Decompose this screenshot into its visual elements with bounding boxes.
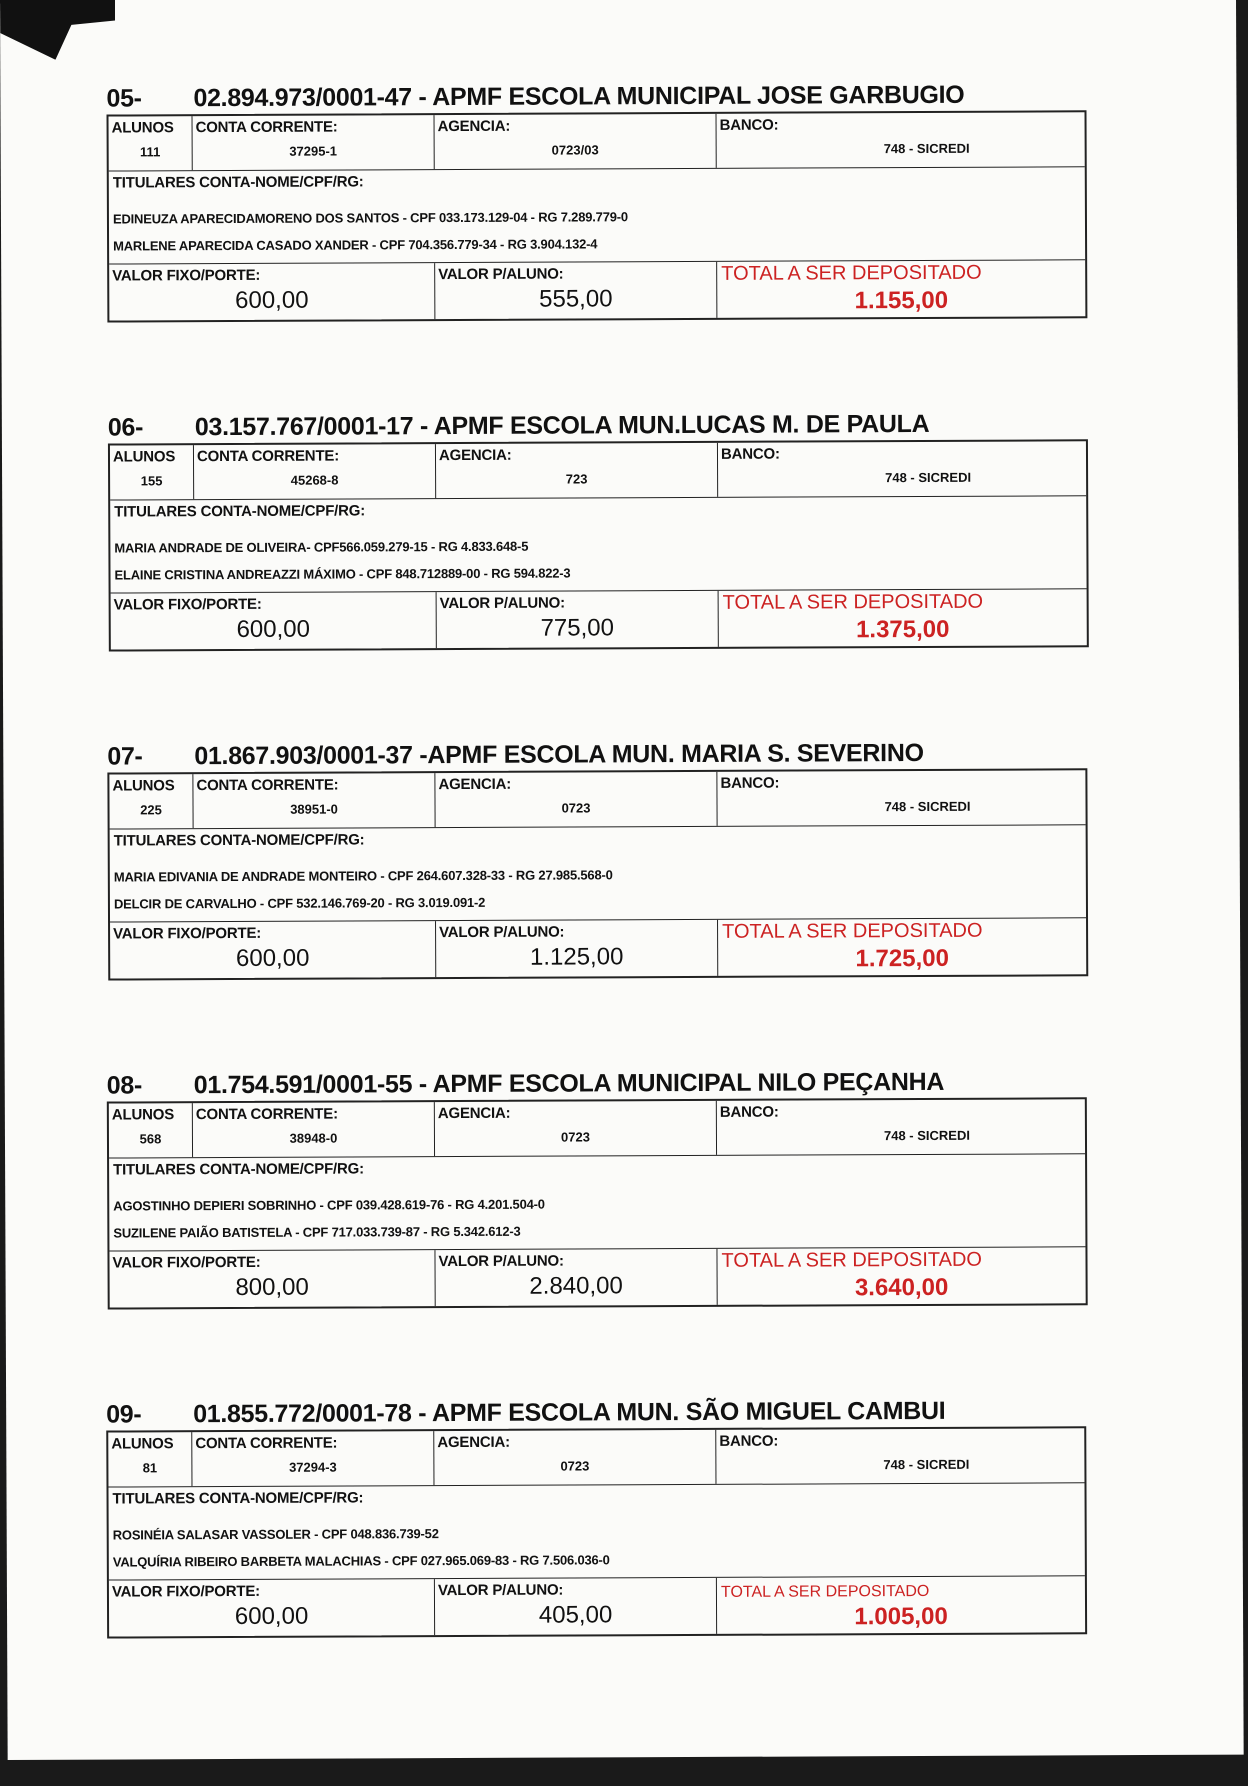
school-section <box>108 408 1089 651</box>
alunos-cell <box>109 1103 193 1157</box>
conta-label: CONTA CORRENTE: <box>195 118 338 137</box>
valor-fixo-value: 600,00 <box>235 944 310 972</box>
total-value: 1.155,00 <box>854 286 949 315</box>
total-cell <box>719 589 1087 647</box>
scan-artifact <box>0 0 115 60</box>
valor-fixo-value: 800,00 <box>235 1273 309 1301</box>
section-number: 05- <box>106 84 142 113</box>
valor-aluno-cell <box>435 1578 717 1635</box>
banco-label: BANCO: <box>720 774 780 792</box>
account-table <box>108 439 1089 651</box>
valor-aluno-cell <box>435 262 717 319</box>
valor-aluno-cell <box>436 920 718 977</box>
valor-fixo-value: 600,00 <box>236 615 311 643</box>
agencia-cell <box>436 443 718 498</box>
agencia-value: 0723/03 <box>551 142 599 158</box>
conta-value: 37295-1 <box>289 143 338 159</box>
conta-cell <box>192 1431 434 1486</box>
titulares-label: TITULARES CONTA-NOME/CPF/RG: <box>113 1160 364 1179</box>
values-row <box>109 1247 1085 1307</box>
titular-1: EDINEUZA APARECIDAMORENO DOS SANTOS - CPF 033.173.129-04 - RG 7.289.779-0 <box>112 209 628 227</box>
valor-fixo-cell <box>109 1579 435 1636</box>
section-heading: 03.157.767/0001-17 - APMF ESCOLA MUN.LUCAS M. DE PAULA <box>194 409 930 442</box>
valor-fixo-cell <box>111 592 437 649</box>
alunos-value: 225 <box>140 802 162 818</box>
values-row <box>110 918 1086 978</box>
banco-value: 748 - SICREDI <box>883 140 970 157</box>
conta-value: 38951-0 <box>290 801 338 817</box>
section-title <box>106 1395 1086 1430</box>
agencia-label: AGENCIA: <box>438 446 512 465</box>
conta-label: CONTA CORRENTE: <box>195 1434 338 1453</box>
titular-1: ROSINÉIA SALASAR VASSOLER - CPF 048.836.739-52 <box>112 1526 439 1543</box>
section-number: 06- <box>107 413 144 442</box>
valor-fixo-label: VALOR FIXO/PORTE: <box>113 924 262 943</box>
section-title <box>108 408 1088 443</box>
alunos-value: 81 <box>142 1460 158 1476</box>
conta-cell <box>193 115 435 170</box>
titulares-cell <box>110 825 1086 921</box>
titular-2: SUZILENE PAIÃO BATISTELA - CPF 717.033.739-87 - RG 5.342.612-3 <box>113 1223 521 1241</box>
section-title <box>106 79 1086 114</box>
valor-aluno-label: VALOR P/ALUNO: <box>439 594 565 613</box>
alunos-cell <box>109 116 193 170</box>
agencia-label: AGENCIA: <box>437 117 511 136</box>
agencia-cell <box>435 1101 717 1156</box>
valor-aluno-label: VALOR P/ALUNO: <box>437 1581 564 1600</box>
valor-aluno-cell <box>435 1249 717 1306</box>
valor-aluno-value: 2.840,00 <box>529 1272 623 1300</box>
titular-1: AGOSTINHO DEPIERI SOBRINHO - CPF 039.428.619-76 - RG 4.201.504-0 <box>113 1196 545 1214</box>
banco-label: BANCO: <box>720 445 780 463</box>
banco-cell <box>716 1428 1084 1484</box>
agencia-label: AGENCIA: <box>438 775 512 794</box>
total-value: 1.725,00 <box>855 944 949 973</box>
valor-aluno-value: 1.125,00 <box>529 943 624 971</box>
titulares-cell <box>109 167 1085 263</box>
alunos-label: ALUNOS <box>111 1106 175 1124</box>
conta-label: CONTA CORRENTE: <box>195 1105 338 1124</box>
school-section <box>107 1066 1088 1309</box>
section-title <box>107 1066 1087 1101</box>
titulares-row <box>110 496 1086 593</box>
conta-cell <box>193 1102 435 1157</box>
titulares-cell <box>110 496 1086 592</box>
total-label: TOTAL A SER DEPOSITADO <box>722 919 983 943</box>
total-cell <box>717 260 1085 318</box>
section-number: 09- <box>106 1400 142 1429</box>
agencia-cell <box>434 1430 716 1485</box>
titular-1: MARIA ANDRADE DE OLIVEIRA- CPF566.059.279-15 - RG 4.833.648-5 <box>114 538 529 556</box>
section-number: 08- <box>106 1071 143 1100</box>
section-number: 07- <box>107 742 143 771</box>
alunos-label: ALUNOS <box>112 448 176 466</box>
total-label: TOTAL A SER DEPOSITADO <box>720 1582 930 1601</box>
conta-cell <box>194 444 436 499</box>
alunos-label: ALUNOS <box>112 777 175 795</box>
total-label: TOTAL A SER DEPOSITADO <box>722 590 984 614</box>
valor-fixo-cell <box>110 921 436 978</box>
section-title <box>107 737 1087 772</box>
account-row <box>110 441 1086 500</box>
banco-cell <box>718 441 1086 497</box>
school-section <box>106 79 1087 322</box>
account-row <box>109 112 1085 171</box>
total-cell <box>718 918 1086 976</box>
valor-aluno-cell <box>437 591 719 648</box>
titulares-row <box>110 825 1086 922</box>
conta-value: 37294-3 <box>289 1459 337 1475</box>
titular-1: MARIA EDIVANIA DE ANDRADE MONTEIRO - CPF 264.607.328-33 - RG 27.985.568-0 <box>113 867 613 885</box>
total-value: 3.640,00 <box>854 1273 949 1302</box>
total-cell <box>717 1247 1085 1305</box>
titulares-label: TITULARES CONTA-NOME/CPF/RG: <box>114 502 366 521</box>
valor-fixo-cell <box>109 263 435 320</box>
titulares-label: TITULARES CONTA-NOME/CPF/RG: <box>113 831 365 850</box>
valor-aluno-value: 405,00 <box>538 1601 613 1629</box>
values-row <box>111 589 1087 649</box>
account-table <box>106 1426 1087 1638</box>
titulares-cell <box>109 1154 1085 1250</box>
agencia-label: AGENCIA: <box>437 1104 511 1123</box>
conta-label: CONTA CORRENTE: <box>196 776 339 795</box>
titulares-label: TITULARES CONTA-NOME/CPF/RG: <box>112 173 364 192</box>
banco-value: 748 - SICREDI <box>883 1456 970 1473</box>
values-row <box>109 260 1085 320</box>
valor-aluno-value: 775,00 <box>540 614 615 642</box>
total-value: 1.375,00 <box>855 615 950 644</box>
conta-value: 45268-8 <box>290 472 339 488</box>
banco-value: 748 - SICREDI <box>883 1127 970 1144</box>
banco-label: BANCO: <box>719 1432 779 1450</box>
alunos-label: ALUNOS <box>111 119 174 137</box>
section-heading: 02.894.973/0001-47 - APMF ESCOLA MUNICIPAL JOSE GARBUGIO <box>193 80 965 113</box>
agencia-value: 723 <box>565 471 588 487</box>
valor-fixo-value: 600,00 <box>234 1602 309 1630</box>
conta-cell <box>193 773 435 828</box>
valor-fixo-cell <box>109 1250 435 1307</box>
valor-aluno-label: VALOR P/ALUNO: <box>438 265 564 284</box>
titulares-cell <box>108 1483 1084 1579</box>
section-heading: 01.855.772/0001-78 - APMF ESCOLA MUN. SÃO MIGUEL CAMBUI <box>193 1396 946 1429</box>
banco-label: BANCO: <box>719 116 779 134</box>
alunos-value: 568 <box>139 1131 162 1147</box>
agencia-value: 0723 <box>560 1458 590 1474</box>
school-section <box>106 1395 1087 1638</box>
agencia-value: 0723 <box>560 1129 590 1145</box>
banco-value: 748 - SICREDI <box>885 469 972 486</box>
account-table <box>107 1097 1088 1309</box>
valor-fixo-label: VALOR FIXO/PORTE: <box>113 595 262 614</box>
valor-aluno-label: VALOR P/ALUNO: <box>438 1252 564 1271</box>
titulares-row <box>109 1154 1085 1251</box>
titular-2: VALQUÍRIA RIBEIRO BARBETA MALACHIAS - CPF 027.965.069-83 - RG 7.506.036-0 <box>112 1552 610 1570</box>
valor-fixo-value: 600,00 <box>235 286 309 314</box>
banco-cell <box>717 1099 1085 1155</box>
agencia-cell <box>435 114 717 169</box>
banco-cell <box>717 770 1085 826</box>
section-heading: 01.867.903/0001-37 -APMF ESCOLA MUN. MARIA S. SEVERINO <box>194 738 924 771</box>
section-heading: 01.754.591/0001-55 - APMF ESCOLA MUNICIPAL NILO PEÇANHA <box>193 1067 945 1100</box>
titulares-label: TITULARES CONTA-NOME/CPF/RG: <box>112 1489 364 1508</box>
alunos-label: ALUNOS <box>111 1435 174 1453</box>
total-cell <box>717 1576 1085 1634</box>
total-label: TOTAL A SER DEPOSITADO <box>721 1248 983 1272</box>
titular-2: ELAINE CRISTINA ANDREAZZI MÁXIMO - CPF 848.712889-00 - RG 594.822-3 <box>114 565 571 583</box>
alunos-value: 155 <box>140 473 163 489</box>
account-table <box>107 110 1088 322</box>
banco-label: BANCO: <box>719 1103 779 1121</box>
titular-2: MARLENE APARECIDA CASADO XANDER - CPF 704.356.779-34 - RG 3.904.132-4 <box>113 236 598 254</box>
conta-value: 38948-0 <box>289 1130 338 1146</box>
values-row <box>109 1576 1085 1636</box>
school-section <box>107 737 1088 980</box>
valor-aluno-label: VALOR P/ALUNO: <box>439 923 565 942</box>
banco-value: 748 - SICREDI <box>884 798 971 815</box>
account-row <box>109 1099 1085 1158</box>
alunos-cell <box>110 445 194 499</box>
agencia-label: AGENCIA: <box>437 1433 510 1452</box>
account-row <box>109 770 1085 829</box>
titular-2: DELCIR DE CARVALHO - CPF 532.146.769-20 - RG 3.019.091-2 <box>113 894 486 912</box>
valor-fixo-label: VALOR FIXO/PORTE: <box>112 266 261 285</box>
alunos-cell <box>109 774 193 828</box>
conta-label: CONTA CORRENTE: <box>196 447 340 466</box>
titulares-row <box>108 1483 1084 1580</box>
account-table <box>107 768 1088 980</box>
agencia-value: 0723 <box>561 800 591 816</box>
titulares-row <box>109 167 1085 264</box>
total-value: 1.005,00 <box>854 1602 948 1631</box>
total-label: TOTAL A SER DEPOSITADO <box>721 261 982 285</box>
alunos-cell <box>108 1432 192 1486</box>
valor-fixo-label: VALOR FIXO/PORTE: <box>112 1253 261 1272</box>
account-row <box>108 1428 1084 1487</box>
valor-aluno-value: 555,00 <box>539 285 613 313</box>
alunos-value: 111 <box>139 144 161 160</box>
valor-fixo-label: VALOR FIXO/PORTE: <box>111 1582 260 1601</box>
banco-cell <box>717 112 1085 168</box>
agencia-cell <box>435 772 717 827</box>
